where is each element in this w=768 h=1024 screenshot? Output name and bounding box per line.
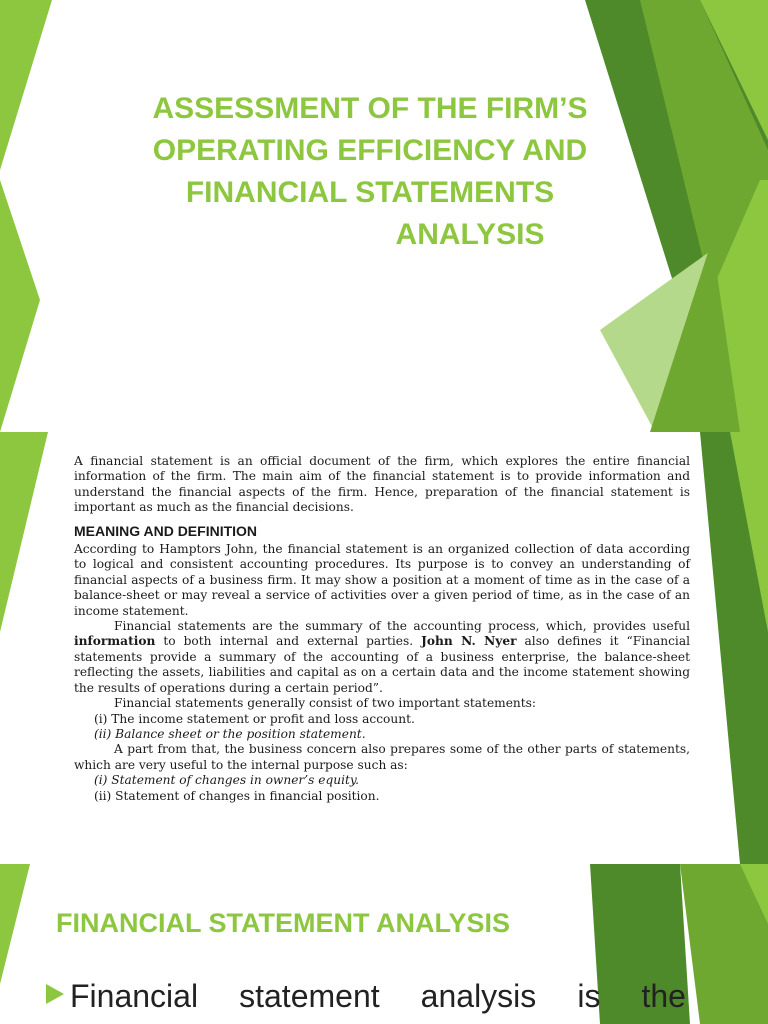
content-slide (0, 432, 768, 864)
section-heading: MEANING AND DEFINITION (74, 522, 258, 539)
slide-title: ASSESSMENT OF THE FIRM’S OPERATING EFFICIENCY AND FINANCIAL STATEMENTS ANALYSIS (152, 92, 588, 251)
section-title: FINANCIAL STATEMENT ANALYSIS (56, 908, 511, 938)
list-item: (ii) Balance sheet or the position statement. (94, 726, 366, 741)
scanned-text-image (66, 450, 700, 852)
list-item: (ii) Statement of changes in financial position. (94, 788, 380, 803)
bullet-item (46, 976, 686, 1020)
definition-paragraph: According to Hamptors John, the financial statement is an organized collection of data according to logical and consistent accounting procedures. Its purpose is to convey an understanding of financial aspects of a business firm. It may show a position at a moment of time as in the case of a balance-sheet or may reveal a service of activities over a given period of time, as in the case of an income statement. (74, 542, 690, 618)
arrow-bullet-icon (46, 984, 64, 1004)
list-item: (i) Statement of changes in owner’s equity. (94, 773, 360, 788)
list-item: (i) The income statement or profit and loss account. (94, 711, 415, 726)
analysis-slide (0, 864, 768, 1024)
other-parts-paragraph: A part from that, the business concern also prepares some of the other parts of statements, which are very useful to the internal purpose such as: (74, 742, 690, 772)
bullet-text: Financial statement analysis is the (70, 978, 686, 1014)
title-slide (0, 0, 768, 432)
summary-paragraph: Financial statements are the summary of the accounting process, which, provides useful information to both internal and external parties. John N. Nyer also defines it “Financial statements provide a summary of the accounting of a business enterprise, the balance-sheet reflecting the assets, liabilities and capital as on a certain data and the income statement showing the results of operations during a certain period”. (74, 619, 690, 695)
statements-intro: Financial statements generally consist of two important statements: (114, 696, 537, 711)
intro-paragraph: A financial statement is an official document of the firm, which explores the entire financial information of the firm. The main aim of the financial statement is to provide information and understand the financial aspects of the firm. Hence, preparation of the financial statement is important as much as the financial decisions. (74, 454, 690, 515)
